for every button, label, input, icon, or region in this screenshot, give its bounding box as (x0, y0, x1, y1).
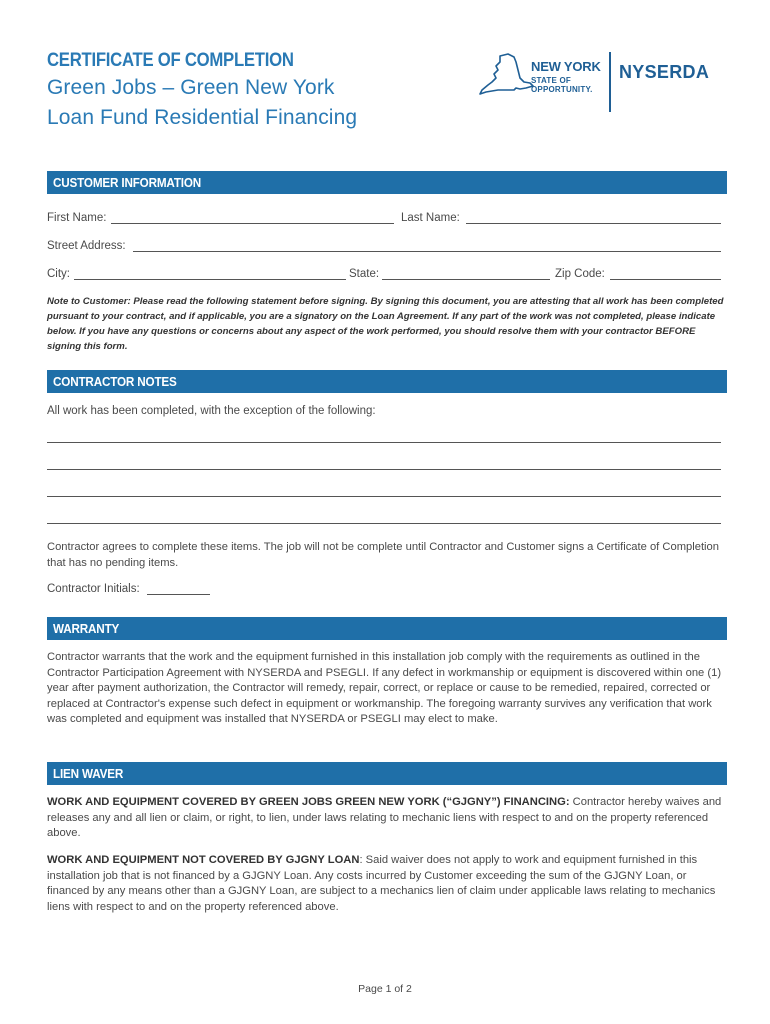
new-york-state-map-icon (478, 52, 534, 98)
lien-waver-covered-text: Contractor hereby waives and releases any and all lien or claim, or right, to lien, under laws relating to mechanic liens with respect to and on the property referenced above. (47, 796, 722, 839)
last-name-label: Last Name: (401, 212, 460, 224)
page-subtitle-line2: Loan Fund Residential Financing (47, 106, 358, 129)
contractor-initials-field[interactable] (147, 594, 210, 595)
customer-note: Note to Customer: Please read the following statement before signing. By signing this document, you are attesting that all work has been completed pursuant to your contract, and if applicable, you are a signatory on the Loan Agreement. If any part of the work was not completed, please indicate below. If you have any questions or concerns about any aspect of the work performed, you should resolve them with your contractor BEFORE signing this form. (47, 296, 724, 352)
warranty-text: Contractor warrants that the work and the equipment furnished in this installation job comply with the requirements as outlined in the Contractor Participation Agreement with NYSERDA and PSEGLI. If any defect in workmanship or equipment is discovered within one (1) year after payment authorization, the Contractor will remedy, repair, correct, or replace or cause to be remedied, repaired, corrected or replaced at Contractor's expense such defect in equipment or workmanship. The foregoing warranty survives any verification that work was completed and equipment was installed that NYSERDA or PSEGLI may elect to make. (47, 651, 722, 725)
state-label: State: (349, 268, 380, 280)
zip-code-label: Zip Code: (555, 268, 605, 280)
logo-ny-tag2: OPPORTUNITY. (531, 85, 593, 94)
state-field[interactable] (382, 279, 550, 280)
section-header-warranty (47, 617, 727, 640)
contractor-initials-label: Contractor Initials: (47, 583, 140, 595)
exception-line-4[interactable] (47, 523, 721, 524)
section-header-customer-info (47, 171, 727, 194)
last-name-field[interactable] (466, 223, 721, 224)
logo-nyserda: NYSERDA (619, 62, 710, 82)
page-number: Page 1 of 2 (358, 983, 412, 995)
street-address-field[interactable] (133, 251, 721, 252)
city-label: City: (47, 268, 70, 280)
lien-waver-covered-paragraph (47, 795, 727, 842)
section-header-contractor-notes (47, 370, 727, 393)
exception-line-1[interactable] (47, 442, 721, 443)
street-address-label: Street Address: (47, 240, 126, 252)
section-header-lien-waver-label: LIEN WAVER (53, 766, 124, 781)
section-header-customer-info-label: CUSTOMER INFORMATION (53, 175, 202, 190)
section-header-warranty-label: WARRANTY (53, 621, 120, 636)
lien-waver-not-covered-heading: WORK AND EQUIPMENT NOT COVERED BY GJGNY LOAN (47, 854, 360, 866)
logo-ny-tag1: STATE OF (531, 76, 571, 85)
lien-waver-covered-heading: WORK AND EQUIPMENT COVERED BY GREEN JOBS GREEN NEW YORK (“GJGNY”) FINANCING: (47, 796, 570, 808)
lien-waver-not-covered-text: : Said waiver does not apply to work and equipment furnished in this installation job that is not financed by a GJGNY Loan. Any costs incurred by Customer exceeding the sum of the GJGNY Loan, or financed by any means other than a GJGNY Loan, are subject to a mechanics lien of claim under applicable laws relating to mechanics liens with respect to and on the property referenced above. (47, 854, 716, 913)
section-header-lien-waver (47, 762, 727, 785)
first-name-field[interactable] (111, 223, 394, 224)
page-subtitle-line1: Green Jobs – Green New York (47, 76, 335, 99)
city-field[interactable] (74, 279, 346, 280)
first-name-label: First Name: (47, 212, 107, 224)
logo-ny-name: NEW YORK (531, 59, 601, 74)
contractor-agreement-text: Contractor agrees to complete these items. The job will not be complete until Contractor and Customer signs a Certificate of Completion that has no pending items. (47, 541, 719, 569)
logo-divider (609, 52, 611, 112)
contractor-notes-intro: All work has been completed, with the exception of the following: (47, 405, 376, 417)
page-title: CERTIFICATE OF COMPLETION (47, 50, 294, 71)
exception-line-2[interactable] (47, 469, 721, 470)
zip-code-field[interactable] (610, 279, 721, 280)
section-header-contractor-notes-label: CONTRACTOR NOTES (53, 374, 177, 389)
lien-waver-not-covered-paragraph (47, 853, 727, 915)
exception-line-3[interactable] (47, 496, 721, 497)
